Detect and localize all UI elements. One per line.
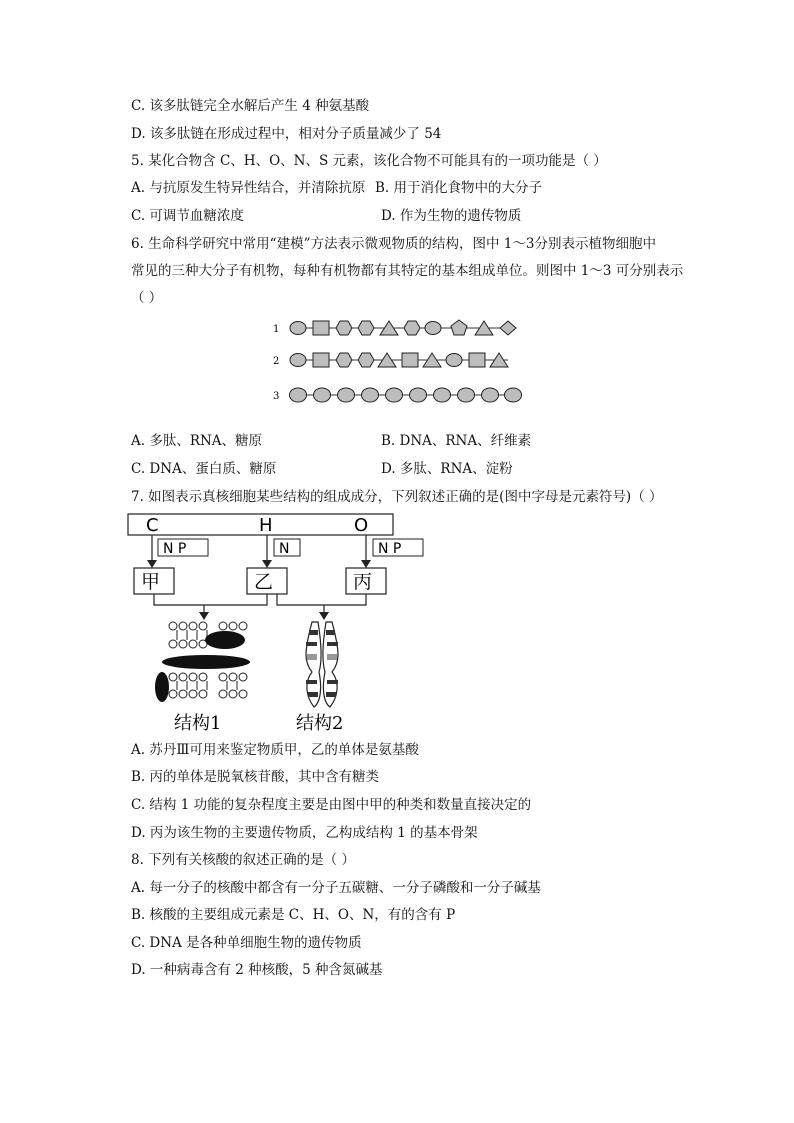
circle-unit-icon: [425, 322, 441, 335]
arrow-down-icon: [361, 560, 371, 568]
q8-option-a: A. 每一分子的核酸中都含有一分子五碳糖、一分子磷酸和一分子碱基: [131, 880, 541, 896]
circle-unit-icon: [434, 388, 451, 402]
membrane-structure-icon: [155, 622, 250, 702]
q7-option-a: A. 苏丹Ⅲ可用来鉴定物质甲，乙的单体是氨基酸: [131, 742, 419, 758]
hexagon-unit-icon: [358, 353, 374, 367]
q7-option-b: B. 丙的单体是脱氧核苷酸，其中含有糖类: [131, 769, 380, 785]
substance-yi: 乙: [254, 571, 274, 593]
q8-stem: 8. 下列有关核酸的叙述正确的是（ ）: [131, 852, 355, 868]
substance-jia: 甲: [141, 571, 161, 593]
circle-unit-icon: [505, 388, 522, 402]
structure-1-label: 结构1: [174, 713, 222, 734]
circle-unit-icon: [446, 354, 462, 367]
chain-2: [273, 353, 508, 367]
diamond-unit-icon: [500, 321, 516, 335]
q5-option-a: A. 与抗原发生特异性结合，并清除抗原: [131, 180, 366, 196]
q8-option-b: B. 核酸的主要组成元素是 C、H、O、N，有的含有 P: [131, 907, 456, 923]
branch-np-2: N P: [378, 541, 402, 557]
branch-n: N: [279, 541, 290, 557]
q8-option-d: D. 一种病毒含有 2 种核酸，5 种含氮碱基: [131, 962, 383, 978]
chromosome-structure-icon: [306, 622, 338, 707]
q5-option-b: B. 用于消化食物中的大分子: [375, 180, 543, 196]
structure-2-label: 结构2: [296, 713, 344, 734]
hexagon-unit-icon: [358, 321, 374, 335]
cell-structure-composition-diagram: [126, 512, 426, 742]
q6-option-b: B. DNA、RNA、纤维素: [381, 433, 532, 449]
circle-unit-icon: [362, 388, 379, 402]
circle-unit-icon: [410, 388, 427, 402]
q5-option-d: D. 作为生物的遗传物质: [381, 208, 522, 224]
circle-unit-icon: [290, 388, 307, 402]
pentagon-unit-icon: [451, 320, 467, 335]
q6-option-a: A. 多肽、RNA、糖原: [131, 433, 263, 449]
hexagon-unit-icon: [404, 321, 420, 335]
hexagon-unit-icon: [336, 353, 352, 367]
q5-stem: 5. 某化合物含 C、H、O、N、S 元素，该化合物不可能具有的一项功能是（ ）: [131, 153, 607, 169]
q6-stem-line3: （ ）: [131, 290, 163, 306]
circle-unit-icon: [386, 388, 403, 402]
branch-np-1: N P: [163, 541, 187, 557]
hexagon-unit-icon: [336, 321, 352, 335]
circle-unit-icon: [314, 388, 331, 402]
chain-1: [273, 320, 516, 335]
square-unit-icon: [313, 321, 329, 335]
q6-stem-line2: 常见的三种大分子有机物，每种有机物都有其特定的基本组成单位。则图中 1～3 可分别表示: [131, 263, 684, 279]
q6-option-d: D. 多肽、RNA、淀粉: [381, 461, 513, 477]
circle-unit-icon: [338, 388, 355, 402]
element-c: C: [146, 515, 159, 536]
arrow-down-icon: [319, 612, 329, 620]
substance-bing: 丙: [353, 571, 373, 593]
element-h: H: [259, 515, 273, 536]
chain-1-label: 1: [273, 324, 280, 335]
q8-option-c: C. DNA 是各种单细胞生物的遗传物质: [131, 935, 362, 951]
circle-unit-icon: [482, 388, 499, 402]
chain-3-label: 3: [273, 391, 280, 402]
circle-unit-icon: [290, 354, 306, 367]
q4-option-d: D. 该多肽链在形成过程中，相对分子质量减少了 54: [131, 126, 442, 142]
arrow-down-icon: [147, 560, 157, 568]
square-unit-icon: [469, 353, 485, 367]
q6-option-c: C. DNA、蛋白质、糖原: [131, 461, 277, 477]
chain-2-label: 2: [273, 356, 280, 367]
circle-unit-icon: [290, 322, 306, 335]
circle-unit-icon: [458, 388, 475, 402]
q7-option-d: D. 丙为该生物的主要遗传物质，乙构成结构 1 的基本骨架: [131, 825, 478, 841]
q6-stem-line1: 6. 生命科学研究中常用“建模”方法表示微观物质的结构，图中 1～3分别表示植物细胞中: [131, 236, 656, 252]
q5-option-c: C. 可调节血糖浓度: [131, 208, 244, 224]
square-unit-icon: [313, 353, 329, 367]
q7-option-c: C. 结构 1 功能的复杂程度主要是由图中甲的种类和数量直接决定的: [131, 797, 532, 813]
chain-3: [273, 388, 522, 402]
square-unit-icon: [402, 353, 418, 367]
arrow-down-icon: [262, 560, 272, 568]
q4-option-c: C. 该多肽链完全水解后产生 4 种氨基酸: [131, 98, 370, 114]
element-o: O: [354, 515, 369, 536]
q7-stem: 7. 如图表示真核细胞某些结构的组成成分，下列叙述正确的是(图中字母是元素符号)（ ）: [131, 489, 663, 505]
macromolecule-chains-diagram: [268, 314, 528, 404]
arrow-down-icon: [199, 612, 209, 620]
